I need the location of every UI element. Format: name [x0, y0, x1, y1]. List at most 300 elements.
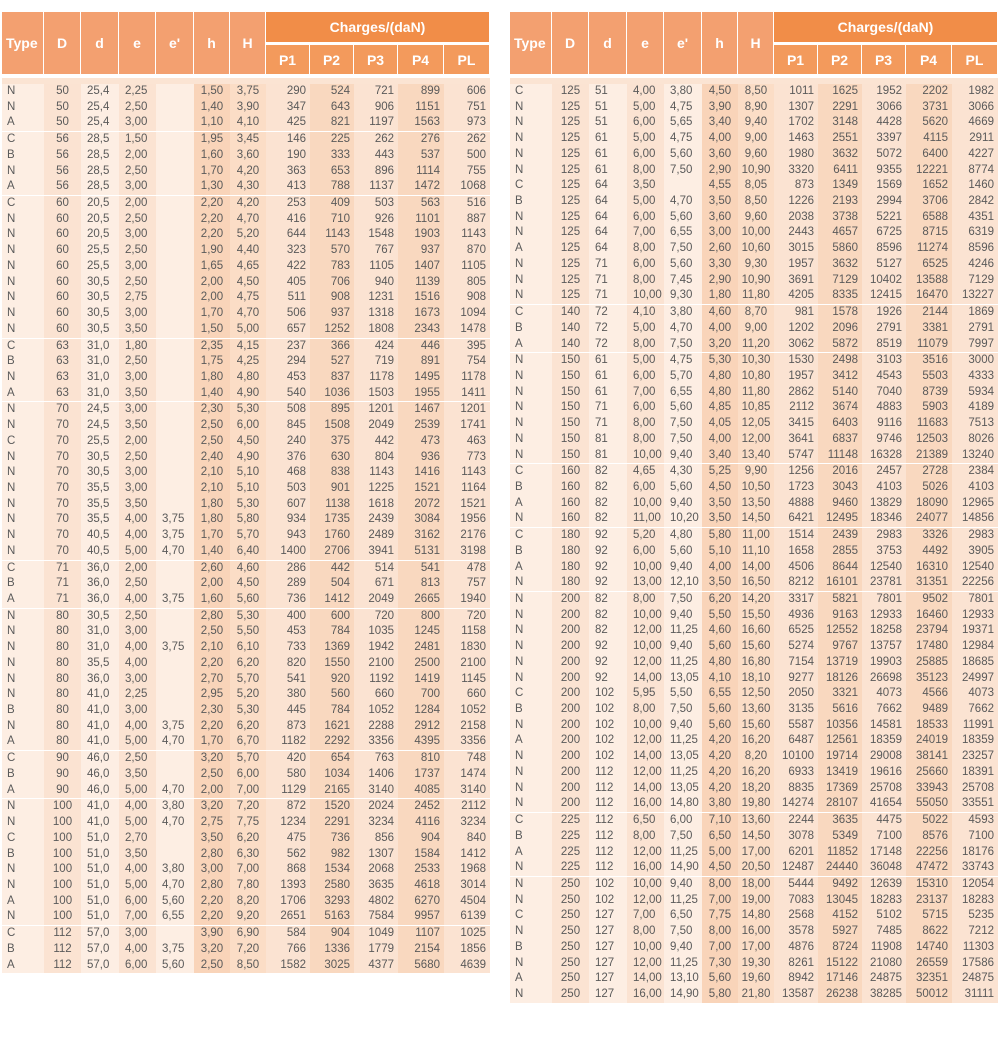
cell-P1: 4506 — [774, 560, 818, 576]
cell-P3: 24875 — [862, 971, 906, 987]
cell-PL: 12054 — [952, 877, 998, 893]
cell-PL: 1521 — [444, 497, 490, 513]
cell-type: C — [2, 561, 44, 577]
cell-H: 10,90 — [738, 273, 774, 289]
cell-PL: 3014 — [444, 878, 490, 894]
cell-type: N — [2, 624, 44, 640]
cell-P2: 821 — [310, 115, 354, 131]
cell-P3: 1808 — [354, 322, 398, 338]
cell-type: C — [510, 178, 552, 194]
cell-P4: 1495 — [398, 370, 444, 386]
cell-e: 2,50 — [119, 354, 156, 370]
cell-e: 7,00 — [627, 908, 664, 924]
table-row — [2, 878, 490, 894]
cell-e-prime: 7,50 — [664, 163, 702, 179]
cell-d: 64 — [589, 194, 627, 210]
cell-e: 7,00 — [627, 385, 664, 401]
cell-D: 60 — [44, 227, 81, 243]
cell-type: N — [510, 592, 552, 608]
cell-P1: 541 — [266, 672, 310, 688]
cell-PL: 1830 — [444, 640, 490, 656]
cell-P3: 1318 — [354, 306, 398, 322]
cell-h: 5,25 — [702, 464, 738, 480]
cell-H: 7,00 — [230, 862, 266, 878]
cell-e: 10,00 — [627, 718, 664, 734]
cell-P4: 446 — [398, 339, 444, 355]
cell-P2: 527 — [310, 354, 354, 370]
cell-P3: 9116 — [862, 416, 906, 432]
cell-D: 112 — [44, 926, 81, 942]
cell-type: N — [510, 718, 552, 734]
cell-P3: 2457 — [862, 464, 906, 480]
table-row — [510, 940, 998, 956]
cell-e: 8,00 — [627, 829, 664, 845]
cell-d: 102 — [589, 718, 627, 734]
cell-e-prime — [156, 354, 194, 370]
cell-h: 2,20 — [194, 227, 230, 243]
cell-P3: 1105 — [354, 259, 398, 275]
cell-e-prime: 3,80 — [664, 305, 702, 321]
cell-e-prime: 4,70 — [664, 194, 702, 210]
cell-h: 7,75 — [702, 908, 738, 924]
cell-D: 63 — [44, 370, 81, 386]
cell-e: 5,95 — [627, 686, 664, 702]
cell-h: 1,90 — [194, 243, 230, 259]
cell-D: 160 — [552, 511, 589, 527]
cell-H: 8,70 — [738, 305, 774, 321]
cell-P2: 12552 — [818, 623, 862, 639]
cell-PL: 5934 — [952, 385, 998, 401]
table-row — [510, 765, 998, 781]
table-row — [510, 288, 998, 304]
cell-P1: 1514 — [774, 528, 818, 544]
cell-H: 14,50 — [738, 829, 774, 845]
cell-P3: 719 — [354, 354, 398, 370]
cell-h: 6,20 — [702, 592, 738, 608]
table-row — [2, 84, 490, 100]
cell-P4: 541 — [398, 561, 444, 577]
cell-e-prime: 7,50 — [664, 241, 702, 257]
cell-P1: 445 — [266, 703, 310, 719]
cell-P2: 1138 — [310, 497, 354, 513]
cell-P1: 2443 — [774, 225, 818, 241]
cell-h: 4,20 — [702, 749, 738, 765]
cell-P4: 12503 — [906, 432, 952, 448]
header-h: h — [194, 12, 229, 74]
cell-e-prime — [156, 418, 194, 434]
cell-e-prime: 5,50 — [664, 686, 702, 702]
table-header — [2, 6, 490, 78]
cell-d: 127 — [589, 956, 627, 972]
cell-P2: 908 — [310, 290, 354, 306]
cell-h: 2,30 — [194, 703, 230, 719]
cell-type: N — [510, 796, 552, 812]
cell-e: 12,00 — [627, 845, 664, 861]
cell-PL: 4593 — [952, 813, 998, 829]
cell-D: 60 — [44, 322, 81, 338]
cell-PL: 1178 — [444, 370, 490, 386]
table-row — [2, 624, 490, 640]
cell-P3: 4543 — [862, 369, 906, 385]
cell-h: 4,50 — [702, 480, 738, 496]
cell-P2: 9767 — [818, 639, 862, 655]
cell-type: N — [510, 781, 552, 797]
cell-P3: 10402 — [862, 273, 906, 289]
cell-D: 60 — [44, 290, 81, 306]
table-row — [510, 178, 998, 194]
cell-h: 3,20 — [194, 942, 230, 958]
cell-P1: 190 — [266, 148, 310, 164]
cell-D: 200 — [552, 671, 589, 687]
cell-e: 4,65 — [627, 464, 664, 480]
cell-P4: 5026 — [906, 480, 952, 496]
cell-P4: 3162 — [398, 528, 444, 544]
cell-e: 2,50 — [119, 100, 156, 116]
cell-h: 3,60 — [702, 210, 738, 226]
cell-P4: 8576 — [906, 829, 952, 845]
cell-P1: 2651 — [266, 909, 310, 925]
cell-P3: 8596 — [862, 241, 906, 257]
cell-H: 10,60 — [738, 241, 774, 257]
cell-type: N — [2, 290, 44, 306]
cell-P2: 1625 — [818, 84, 862, 100]
cell-P3: 5127 — [862, 257, 906, 273]
cell-type: B — [2, 354, 44, 370]
cell-e: 3,00 — [119, 370, 156, 386]
cell-H: 19,30 — [738, 956, 774, 972]
table-row — [2, 370, 490, 386]
cell-e: 6,00 — [627, 544, 664, 560]
cell-d: 51,0 — [81, 831, 119, 847]
table-row — [2, 942, 490, 958]
cell-D: 80 — [44, 624, 81, 640]
cell-d: 30,5 — [81, 450, 119, 466]
cell-type: N — [510, 956, 552, 972]
cell-D: 250 — [552, 877, 589, 893]
cell-PL: 7997 — [952, 337, 998, 353]
cell-type: N — [510, 639, 552, 655]
cell-PL: 18283 — [952, 893, 998, 909]
cell-D: 112 — [44, 958, 81, 974]
cell-D: 150 — [552, 432, 589, 448]
cell-d: 102 — [589, 686, 627, 702]
cell-type: N — [2, 609, 44, 625]
cell-P1: 607 — [266, 497, 310, 513]
cell-h: 1,95 — [194, 132, 230, 148]
cell-e-prime: 11,25 — [664, 956, 702, 972]
cell-type: C — [2, 132, 44, 148]
cell-type: N — [510, 655, 552, 671]
cell-e-prime: 7,50 — [664, 432, 702, 448]
cell-P3: 12933 — [862, 608, 906, 624]
cell-D: 250 — [552, 940, 589, 956]
cell-H: 9,00 — [738, 321, 774, 337]
cell-d: 51,0 — [81, 894, 119, 910]
cell-e: 6,00 — [627, 210, 664, 226]
cell-P4: 23794 — [906, 623, 952, 639]
table-row — [2, 115, 490, 131]
cell-D: 70 — [44, 544, 81, 560]
cell-h: 4,50 — [702, 84, 738, 100]
cell-e-prime: 9,40 — [664, 448, 702, 464]
cell-PL: 4639 — [444, 958, 490, 974]
cell-P3: 443 — [354, 148, 398, 164]
cell-P3: 2049 — [354, 592, 398, 608]
cell-D: 56 — [44, 179, 81, 195]
cell-P2: 6837 — [818, 432, 862, 448]
header-e: e — [119, 12, 155, 74]
cell-P2: 3043 — [818, 480, 862, 496]
cell-P2: 600 — [310, 609, 354, 625]
cell-PL: 18685 — [952, 655, 998, 671]
cell-d: 112 — [589, 829, 627, 845]
header-P1: P1 — [774, 45, 817, 74]
cell-H: 5,20 — [230, 687, 266, 703]
cell-D: 225 — [552, 860, 589, 876]
cell-P2: 2580 — [310, 878, 354, 894]
cell-e: 3,50 — [119, 322, 156, 338]
cell-P3: 1192 — [354, 672, 398, 688]
cell-P4: 2072 — [398, 497, 444, 513]
cell-P1: 6487 — [774, 733, 818, 749]
cell-P4: 2343 — [398, 322, 444, 338]
cell-e: 6,00 — [119, 894, 156, 910]
cell-h: 5,30 — [702, 353, 738, 369]
cell-e: 5,00 — [119, 815, 156, 831]
cell-type: B — [510, 940, 552, 956]
cell-P4: 1652 — [906, 178, 952, 194]
cell-P1: 380 — [266, 687, 310, 703]
cell-H: 12,05 — [738, 416, 774, 432]
cell-P4: 2202 — [906, 84, 952, 100]
cell-d: 40,5 — [81, 544, 119, 560]
cell-PL: 1068 — [444, 179, 490, 195]
cell-P3: 4377 — [354, 958, 398, 974]
cell-P3: 3103 — [862, 353, 906, 369]
cell-D: 160 — [552, 496, 589, 512]
cell-P2: 13719 — [818, 655, 862, 671]
cell-P2: 706 — [310, 275, 354, 291]
cell-e-prime: 4,70 — [156, 783, 194, 799]
cell-d: 41,0 — [81, 703, 119, 719]
table-row — [2, 734, 490, 750]
cell-d: 61 — [589, 385, 627, 401]
cell-h: 2,60 — [194, 561, 230, 577]
cell-P3: 4883 — [862, 400, 906, 416]
cell-P4: 3706 — [906, 194, 952, 210]
cell-type: A — [510, 337, 552, 353]
cell-P4: 4395 — [398, 734, 444, 750]
cell-h: 1,40 — [194, 544, 230, 560]
cell-type: B — [510, 321, 552, 337]
cell-P2: 630 — [310, 450, 354, 466]
cell-P3: 1201 — [354, 402, 398, 418]
table-row — [510, 241, 998, 257]
cell-h: 4,00 — [702, 560, 738, 576]
cell-type: N — [510, 765, 552, 781]
cell-P4: 5680 — [398, 958, 444, 974]
cell-P2: 409 — [310, 196, 354, 212]
cell-P1: 2038 — [774, 210, 818, 226]
cell-h: 1,75 — [194, 354, 230, 370]
table-row — [510, 84, 998, 100]
cell-P2: 333 — [310, 148, 354, 164]
cell-e: 12,00 — [627, 655, 664, 671]
cell-P3: 7662 — [862, 702, 906, 718]
cell-e-prime: 11,25 — [664, 655, 702, 671]
cell-e-prime — [156, 687, 194, 703]
cell-PL: 4073 — [952, 686, 998, 702]
cell-d: 102 — [589, 893, 627, 909]
cell-P4: 1955 — [398, 386, 444, 402]
cell-h: 3,50 — [702, 194, 738, 210]
cell-P1: 943 — [266, 528, 310, 544]
cell-e-prime — [156, 656, 194, 672]
cell-D: 180 — [552, 528, 589, 544]
cell-P4: 13588 — [906, 273, 952, 289]
cell-e-prime — [156, 148, 194, 164]
table-row — [2, 148, 490, 164]
cell-D: 56 — [44, 148, 81, 164]
cell-type: N — [2, 259, 44, 275]
cell-e-prime: 4,70 — [156, 878, 194, 894]
cell-P4: 937 — [398, 243, 444, 259]
cell-h: 2,20 — [194, 196, 230, 212]
cell-PL: 973 — [444, 115, 490, 131]
cell-e-prime: 7,50 — [664, 337, 702, 353]
cell-P2: 2439 — [818, 528, 862, 544]
cell-P2: 3632 — [818, 147, 862, 163]
cell-P1: 2568 — [774, 908, 818, 924]
table-row — [510, 210, 998, 226]
cell-e: 14,00 — [627, 749, 664, 765]
cell-H: 5,30 — [230, 497, 266, 513]
cell-PL: 8026 — [952, 432, 998, 448]
cell-P3: 13829 — [862, 496, 906, 512]
cell-e: 3,00 — [119, 624, 156, 640]
cell-e-prime: 5,65 — [664, 115, 702, 131]
cell-H: 3,45 — [230, 132, 266, 148]
cell-type: C — [2, 831, 44, 847]
cell-P3: 2288 — [354, 719, 398, 735]
cell-d: 57,0 — [81, 958, 119, 974]
cell-H: 6,10 — [230, 640, 266, 656]
cell-e: 8,00 — [627, 273, 664, 289]
cell-P2: 3293 — [310, 894, 354, 910]
table-row — [2, 847, 490, 863]
cell-P3: 926 — [354, 212, 398, 228]
cell-PL: 478 — [444, 561, 490, 577]
cell-P2: 12561 — [818, 733, 862, 749]
cell-type: N — [2, 799, 44, 815]
cell-d: 92 — [589, 544, 627, 560]
cell-PL: 31111 — [952, 987, 998, 1003]
cell-P2: 1336 — [310, 942, 354, 958]
cell-H: 7,20 — [230, 942, 266, 958]
table-row — [2, 719, 490, 735]
cell-e-prime: 6,50 — [664, 908, 702, 924]
cell-h: 2,30 — [194, 402, 230, 418]
cell-e-prime — [156, 196, 194, 212]
cell-e: 16,00 — [627, 860, 664, 876]
cell-type: N — [510, 257, 552, 273]
cell-P2: 1534 — [310, 862, 354, 878]
cell-type: A — [2, 179, 44, 195]
cell-P1: 400 — [266, 609, 310, 625]
cell-d: 61 — [589, 131, 627, 147]
table-row — [510, 448, 998, 464]
cell-h: 4,05 — [702, 416, 738, 432]
cell-type: A — [2, 958, 44, 974]
cell-P2: 838 — [310, 465, 354, 481]
cell-d: 31,0 — [81, 370, 119, 386]
cell-e-prime: 6,55 — [664, 225, 702, 241]
cell-P2: 2291 — [818, 100, 862, 116]
cell-P2: 837 — [310, 370, 354, 386]
cell-P3: 16328 — [862, 448, 906, 464]
cell-e: 6,00 — [627, 480, 664, 496]
cell-P2: 904 — [310, 926, 354, 942]
cell-P1: 9277 — [774, 671, 818, 687]
table-row — [2, 815, 490, 831]
cell-e: 3,00 — [119, 306, 156, 322]
cell-PL: 2176 — [444, 528, 490, 544]
cell-PL: 2983 — [952, 528, 998, 544]
cell-e: 10,00 — [627, 448, 664, 464]
cell-H: 3,90 — [230, 100, 266, 116]
cell-P3: 1052 — [354, 703, 398, 719]
cell-P1: 146 — [266, 132, 310, 148]
cell-P3: 1178 — [354, 370, 398, 386]
cell-P4: 1673 — [398, 306, 444, 322]
table-row — [510, 432, 998, 448]
cell-h: 1,70 — [194, 164, 230, 180]
cell-D: 60 — [44, 212, 81, 228]
cell-e-prime: 7,50 — [664, 416, 702, 432]
cell-P2: 5927 — [818, 924, 862, 940]
cell-h: 1,60 — [194, 148, 230, 164]
cell-P2: 5349 — [818, 829, 862, 845]
cell-d: 112 — [589, 845, 627, 861]
cell-d: 92 — [589, 528, 627, 544]
cell-P4: 8739 — [906, 385, 952, 401]
cell-e: 3,00 — [119, 115, 156, 131]
cell-e: 10,00 — [627, 940, 664, 956]
cell-H: 8,05 — [738, 178, 774, 194]
table-row — [510, 829, 998, 845]
cell-h: 1,65 — [194, 259, 230, 275]
cell-H: 5,30 — [230, 703, 266, 719]
cell-h: 1,60 — [194, 592, 230, 608]
cell-type: N — [510, 416, 552, 432]
cell-PL: 8596 — [952, 241, 998, 257]
cell-P3: 671 — [354, 576, 398, 592]
cell-type: N — [2, 640, 44, 656]
cell-d: 41,0 — [81, 719, 119, 735]
cell-H: 9,20 — [230, 909, 266, 925]
cell-P4: 25660 — [906, 765, 952, 781]
table-row — [510, 304, 998, 321]
cell-e: 2,00 — [119, 434, 156, 450]
cell-P1: 503 — [266, 481, 310, 497]
cell-P4: 11683 — [906, 416, 952, 432]
cell-e: 5,00 — [627, 100, 664, 116]
cell-e-prime — [156, 672, 194, 688]
cell-e-prime: 14,90 — [664, 987, 702, 1003]
cell-type: N — [2, 100, 44, 116]
cell-P3: 721 — [354, 84, 398, 100]
cell-d: 92 — [589, 560, 627, 576]
